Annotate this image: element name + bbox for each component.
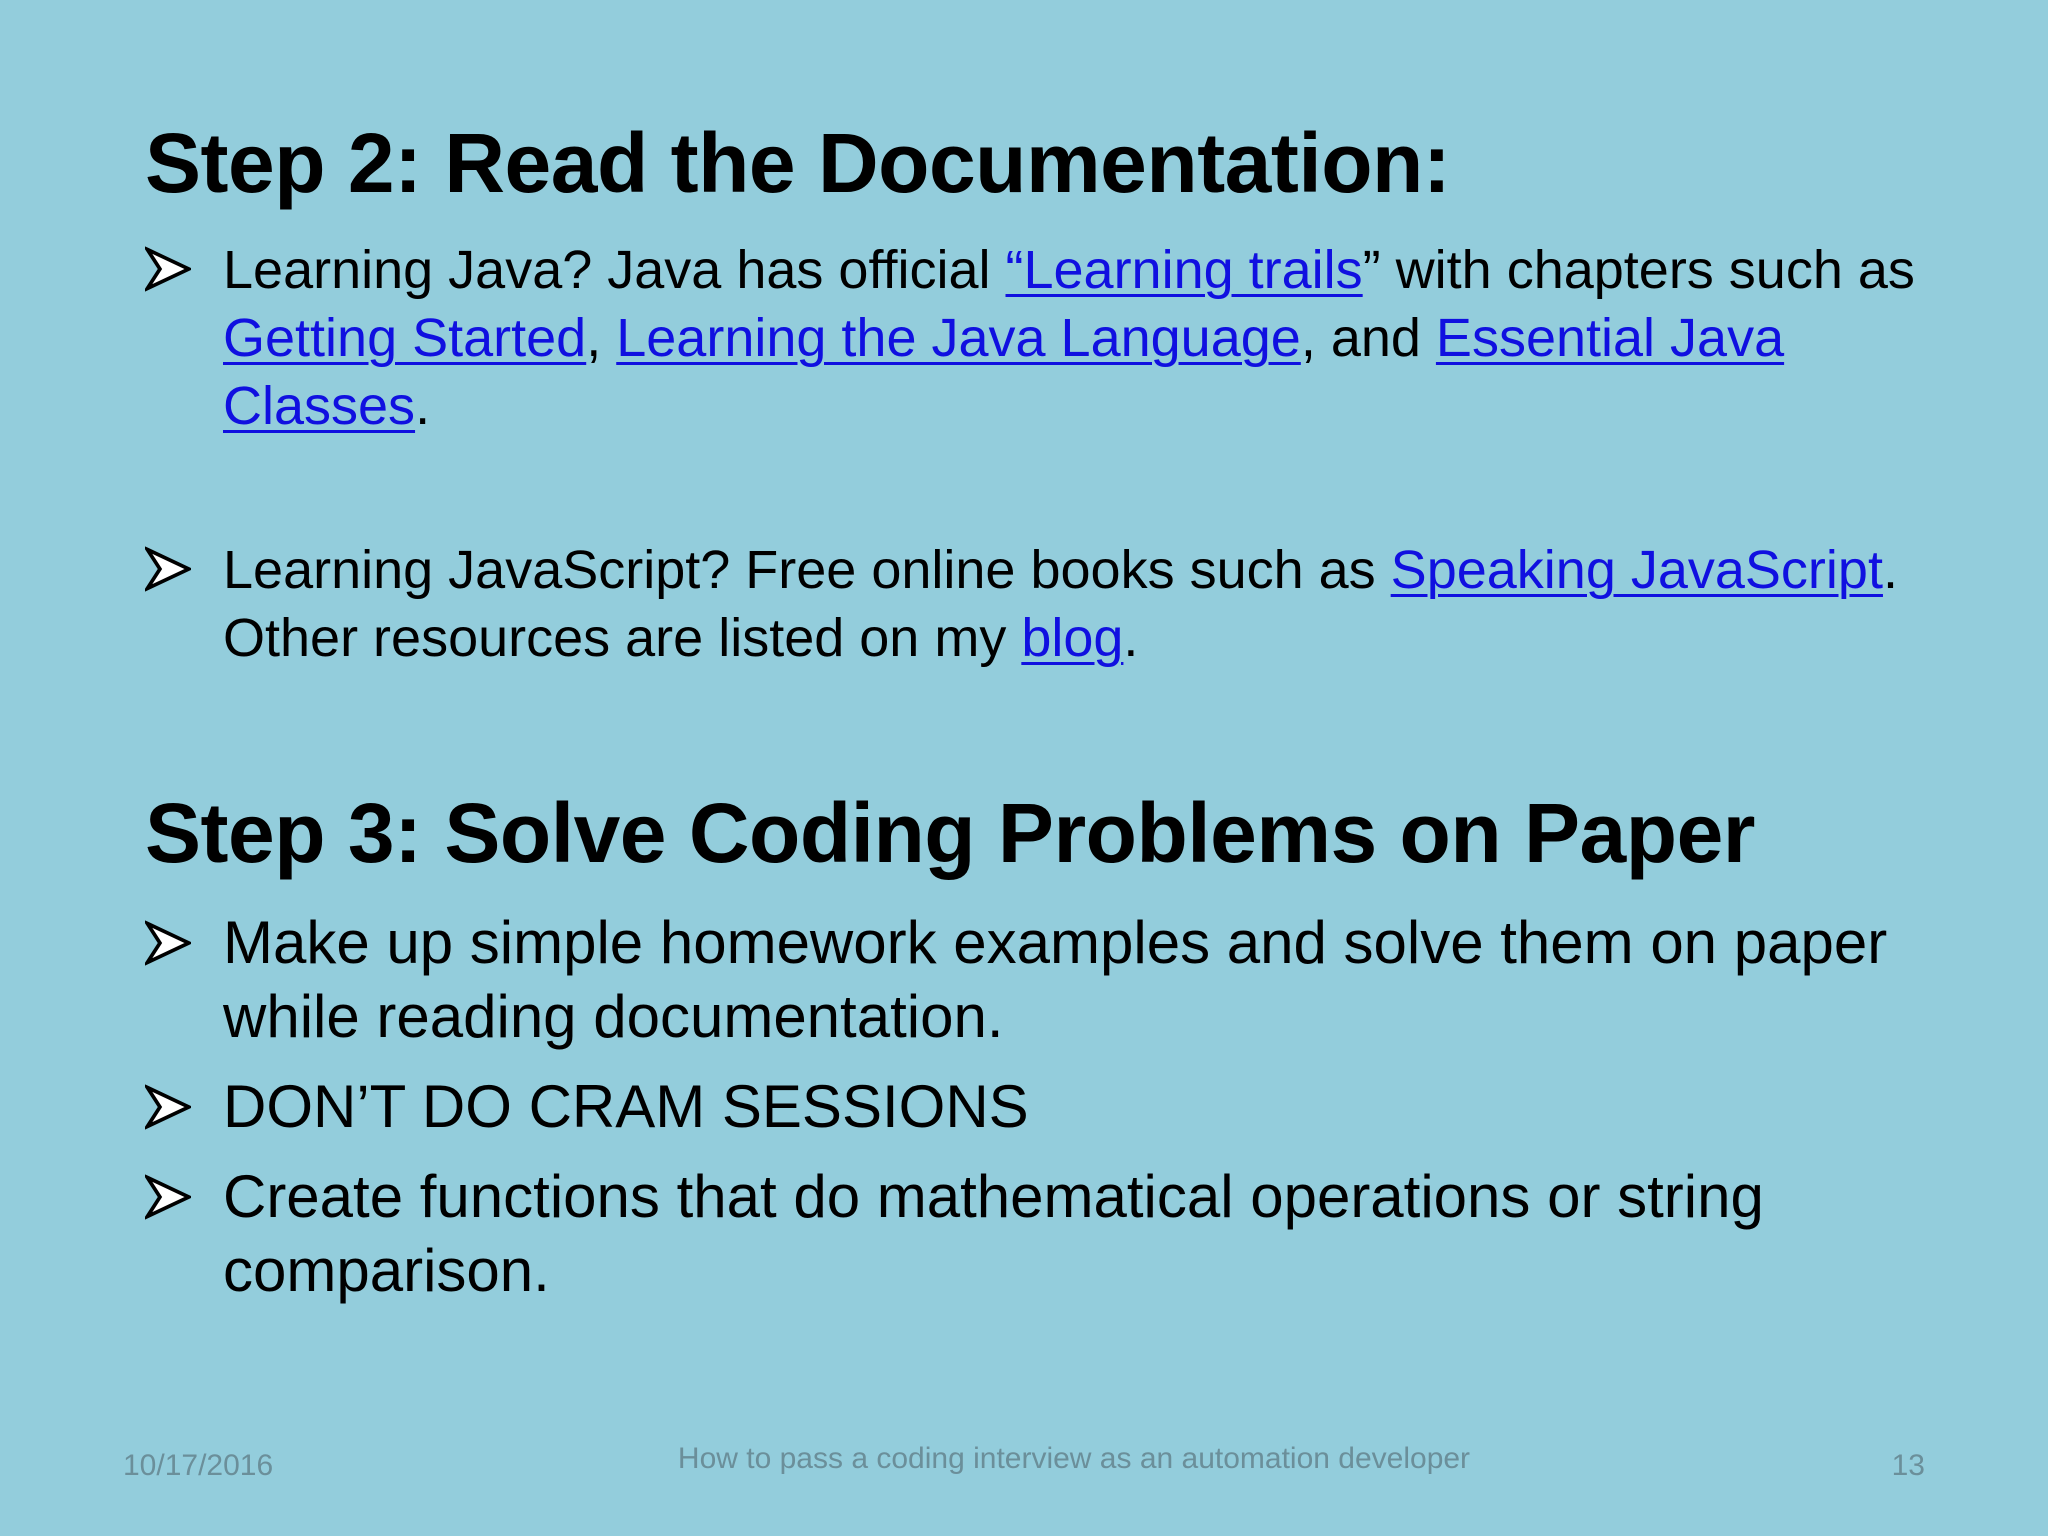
learning-trails-link[interactable]: “Learning trails — [1005, 240, 1363, 300]
footer-date: 10/17/2016 — [123, 1449, 274, 1482]
java-text-1: Learning Java? Java has official — [223, 240, 1006, 300]
arrowhead-bullet-icon — [145, 546, 191, 592]
step2-bullet-list — [145, 236, 1975, 672]
java-text-3: , — [586, 308, 617, 368]
arrowhead-bullet-icon — [145, 920, 191, 966]
getting-started-link[interactable]: Getting Started — [223, 308, 587, 368]
js-text-2: . Other resources are listed on my — [223, 540, 1898, 668]
blog-link[interactable]: blog — [1021, 608, 1124, 668]
step3-bullet — [145, 1070, 1975, 1144]
essential-java-classes-link[interactable]: Essential Java Classes — [223, 308, 1785, 436]
speaking-javascript-link[interactable]: Speaking JavaScript — [1390, 540, 1883, 600]
slide-number: 13 — [1891, 1449, 1925, 1482]
step3-bullet-list — [145, 906, 1975, 1324]
learning-java-language-link[interactable]: Learning the Java Language — [616, 308, 1301, 368]
arrowhead-bullet-icon — [145, 1174, 191, 1220]
step2-bullet-javascript — [145, 536, 1975, 672]
java-text-5: . — [415, 376, 431, 436]
js-text-3: . — [1123, 608, 1139, 668]
step2-heading: Step 2: Read the Documentation: — [145, 116, 1451, 210]
step3-bullet — [145, 1160, 1975, 1308]
step3-bullet-text: Make up simple homework examples and solve them on paper while reading documentation. — [223, 909, 1888, 1050]
footer-title: How to pass a coding interview as an automation developer — [677, 1442, 1471, 1475]
java-text-2: ” with chapters such as — [1362, 240, 1915, 300]
js-text-1: Learning JavaScript? Free online books such as — [223, 540, 1391, 600]
step3-bullet-text: Create functions that do mathematical operations or string comparison. — [223, 1163, 1764, 1304]
arrowhead-bullet-icon — [145, 1084, 191, 1130]
step2-bullet-java — [145, 236, 1975, 440]
step3-bullet-text: DON’T DO CRAM SESSIONS — [223, 1073, 1029, 1140]
step3-bullet — [145, 906, 1975, 1054]
step3-heading: Step 3: Solve Coding Problems on Paper — [145, 786, 1755, 880]
java-text-4: , and — [1300, 308, 1436, 368]
arrowhead-bullet-icon — [145, 246, 191, 292]
